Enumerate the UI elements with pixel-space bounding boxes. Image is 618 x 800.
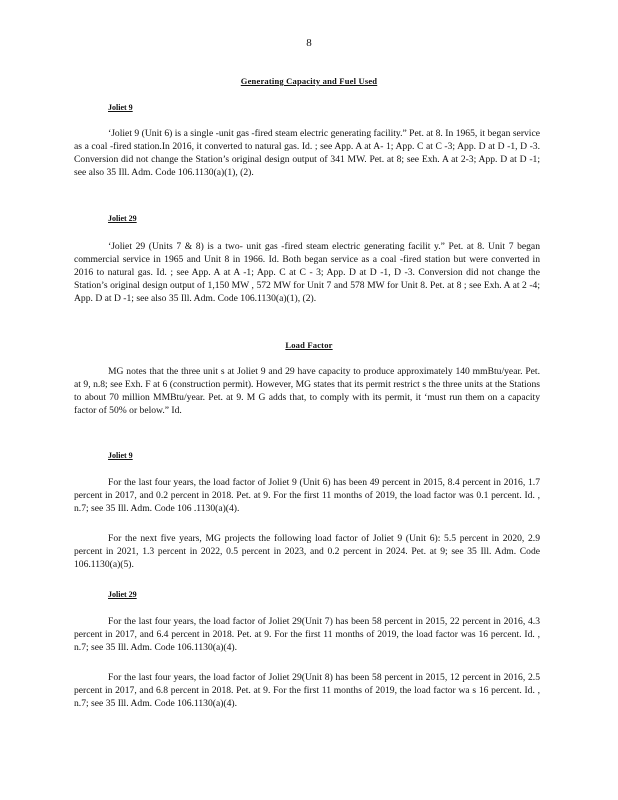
subheading-joliet-9: Joliet 9 — [108, 103, 133, 112]
page-number: 8 — [306, 37, 312, 49]
paragraph-text: For the last four years, the load factor of Joliet 29(Unit 7) has been 58 percent in 2015, 22 percent in 2016, 4.3 percent in 2017, and 6.4 percent in 2018. Pet. at 9. For the first 11 months of 2019, the load factor was 16 percent. Id. , n.7; see 35 Ill. Adm. Code 106.1130(a)(4). — [74, 616, 540, 653]
paragraph-mg-capacity — [74, 365, 540, 417]
paragraph-text: MG notes that the three unit s at Joliet 9 and 29 have capacity to produce approximately 140 mmBtu/year. Pet. at 9, n.8; see Exh. F at 6 (construction permit). However, MG states that its permit restrict s the three units at the Stations to about 70 million MMBtu/year. Pet. at 9. M G adds that, to comply with its permit, it ‘must run them on a capacity factor of 50% or below.” Id. — [74, 366, 540, 416]
paragraph-text: For the last four years, the load factor of Joliet 9 (Unit 6) has been 49 percent in 2015, 8.4 percent in 2016, 1.7 percent in 2017, and 0.2 percent in 2018. Pet. at 9. For the first 11 months of 2019, the load factor was 0.1 percent. Id. , n.7; see 35 Ill. Adm. Code 106 .1130(a)(4). — [74, 477, 540, 514]
paragraph-text: For the last four years, the load factor of Joliet 29(Unit 8) has been 58 percent in 2015, 12 percent in 2016, 2.5 percent in 2017, and 6.8 percent in 2018. Pet. at 9. For the first 11 months of 2019, the load factor wa s 16 percent. Id. , n.7; see 35 Ill. Adm. Code 106.1130(a)(4). — [74, 672, 540, 709]
paragraph-text: ‘Joliet 9 (Unit 6) is a single -unit gas -fired steam electric generating facility.” Pet. at 8. In 1965, it began service as a coal -fired station.In 2016, it converted to natural gas. Id. ; see App. A at A- 1; App. C at C -3; App. D at D -1, D -3. Conversion did not change the Station’s original design output of 341 MW. Pet. at 8; see Exh. A at 2-3; App. D at D -1; see also 35 Ill. Adm. Code 106.1130(a)(1), (2). — [74, 128, 540, 178]
paragraph-joliet-29-description — [74, 240, 540, 305]
paragraph-joliet-9-description — [74, 127, 540, 179]
section-heading-generating-capacity: Generating Capacity and Fuel Used — [240, 76, 378, 86]
subheading-joliet-29-load: Joliet 29 — [108, 590, 137, 599]
paragraph-joliet-29-unit-7-load — [74, 615, 540, 654]
paragraph-joliet-29-unit-8-load — [74, 671, 540, 710]
section-heading-load-factor: Load Factor — [285, 340, 333, 350]
paragraph-text: ‘Joliet 29 (Units 7 & 8) is a two- unit gas -fired steam electric generating facilit y.” Pet. at 8. Unit 7 began commercial service in 1965 and Unit 8 in 1966. Id. Both began service as a coal -fired station but were converted in 2016 to natural gas. Id. ; see App. A at A -1; App. C at C - 3; App. D at D -1, D -3. Conversion did not change the Station’s original design output of 1,150 MW , 572 MW for Unit 7 and 578 MW for Unit 8. Pet. at 8 ; see Exh. A at 2 -4; App. D at D -1; see also 35 Ill. Adm. Code 106.1130(a)(1), (2). — [74, 241, 540, 304]
paragraph-joliet-9-projected-load — [74, 532, 540, 571]
paragraph-joliet-9-past-load — [74, 476, 540, 515]
subheading-joliet-9-load: Joliet 9 — [108, 451, 133, 460]
paragraph-text: For the next five years, MG projects the following load factor of Joliet 9 (Unit 6): 5.5 percent in 2020, 2.9 percent in 2021, 1.3 percent in 2022, 0.5 percent in 2023, and 0.2 percent in 2024. Pet. at 9; see 35 Ill. Adm. Code 106.1130(a)(5). — [74, 533, 540, 570]
subheading-joliet-29: Joliet 29 — [108, 214, 137, 223]
